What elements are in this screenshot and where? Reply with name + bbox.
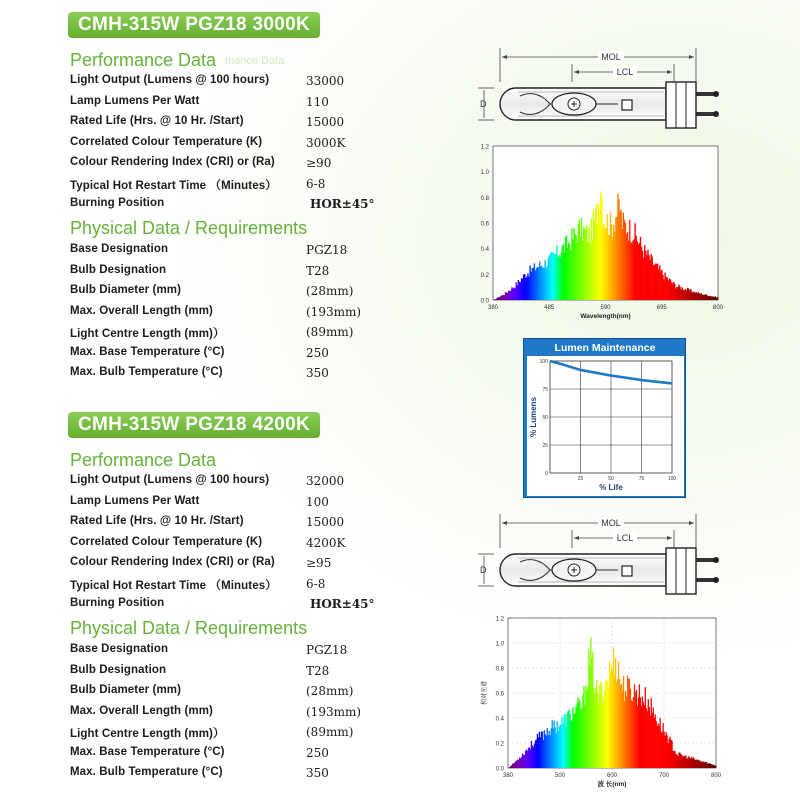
- x-tick-label: 25: [577, 476, 584, 482]
- spec-label: Max. Base Temperature (°C): [70, 745, 225, 758]
- spec-value: HOR±45°: [310, 597, 375, 611]
- ghost-heading: mance Data: [225, 55, 285, 67]
- spec-row: [70, 305, 390, 325]
- spec-value: 110: [306, 94, 329, 109]
- spec-label: Bulb Diameter (mm): [70, 684, 182, 696]
- y-tick-label: 0.0: [480, 298, 489, 305]
- d-label: D: [480, 99, 487, 109]
- spec-value: (89mm): [306, 725, 354, 739]
- spec-row: [70, 156, 390, 176]
- spec-row: [70, 115, 390, 135]
- spec-row: [70, 74, 390, 94]
- y-tick-label: 25: [542, 443, 548, 449]
- lumen-title: Lumen Maintenance: [554, 342, 656, 354]
- spec-value: (193mm): [306, 704, 362, 719]
- spec-label: Light Centre Length (mm)）: [70, 328, 225, 340]
- performance-title-3000k: Performance Data: [70, 50, 217, 70]
- spec-value: HOR±45°: [310, 197, 375, 211]
- spec-value: 6-8: [306, 576, 326, 591]
- spec-value: 350: [306, 366, 329, 380]
- spec-label: Lamp Lumens Per Watt: [70, 494, 200, 507]
- spec-label: Colour Rendering Index (CRI) or (Ra): [70, 556, 275, 568]
- x-tick-label: 700: [658, 773, 670, 779]
- product-badge-4200k: CMH-315W PGZ18 4200K: [68, 412, 320, 438]
- spec-row: [70, 136, 390, 156]
- spec-row: [70, 597, 390, 617]
- x-tick-label: 50: [608, 476, 614, 482]
- y-tick-label: 50: [542, 415, 548, 421]
- y-tick-label: 1.0: [480, 170, 489, 177]
- spec-value: 4200K: [306, 535, 346, 550]
- spec-label: Light Output (Lumens @ 100 hours): [70, 474, 270, 486]
- y-tick-label: 0.8: [495, 666, 504, 673]
- spec-value: (28mm): [306, 684, 354, 698]
- spec-value: (193mm): [306, 304, 362, 319]
- spec-label: Colour Rendering Index (CRI) or (Ra): [70, 156, 275, 168]
- spec-row: [70, 177, 390, 197]
- x-tick-label: 800: [712, 305, 724, 311]
- lcl-label: LCL: [616, 67, 634, 77]
- y-tick-label: 0.6: [495, 691, 504, 698]
- spectrum-bar: [717, 297, 718, 300]
- spec-row: [70, 284, 390, 304]
- y-tick-label: 0.4: [495, 716, 504, 723]
- spec-row: [70, 725, 390, 745]
- y-tick-label: 0.2: [480, 272, 489, 279]
- spec-row: [70, 556, 390, 576]
- spec-row: [70, 643, 390, 663]
- y-tick-label: 0.0: [495, 766, 504, 773]
- mol-label: MOL: [601, 52, 621, 62]
- spec-row: [70, 95, 390, 115]
- spec-label: Max. Bulb Temperature (°C): [70, 766, 223, 778]
- spec-label: Bulb Designation: [70, 263, 167, 276]
- spec-value: ≥90: [306, 156, 332, 170]
- y-tick-label: 75: [542, 387, 548, 393]
- spec-value: PGZ18: [306, 243, 348, 257]
- spec-row: [70, 366, 390, 386]
- y-tick-label: 1.2: [495, 616, 504, 623]
- x-tick-label: 100: [667, 476, 677, 482]
- spec-row: [70, 766, 390, 786]
- spec-row: [70, 474, 390, 494]
- spec-label: Typical Hot Restart Time （Minutes）: [70, 579, 277, 592]
- spec-label: Rated Life (Hrs. @ 10 Hr. /Start): [70, 515, 244, 527]
- x-tick-label: 590: [600, 305, 611, 311]
- y-tick-label: 0.6: [480, 221, 489, 228]
- d-label: D: [480, 565, 487, 575]
- physical-title-4200k: Physical Data / Requirements: [70, 618, 308, 638]
- spec-value: 250: [306, 745, 329, 760]
- spec-value: 6-8: [306, 176, 326, 191]
- lumen-maintenance-chart: [524, 339, 687, 499]
- spec-value: ≥95: [306, 556, 332, 570]
- spec-label: Burning Position: [70, 597, 165, 609]
- y-axis-label: 相对光谱: [481, 680, 488, 706]
- x-tick-label: 500: [554, 773, 566, 779]
- spec-label: Max. Overall Length (mm): [70, 304, 213, 317]
- lcl-label: LCL: [616, 533, 634, 543]
- spec-row: [70, 325, 390, 345]
- spec-row: [70, 577, 390, 597]
- x-axis-label: % Life: [599, 483, 623, 492]
- spectrum-chart-4200k: [478, 610, 728, 792]
- y-tick-label: 0.2: [495, 741, 504, 748]
- lumen-maintenance-panel: [523, 338, 686, 498]
- y-tick-label: 100: [539, 359, 548, 365]
- spec-row: [70, 515, 390, 535]
- x-axis-label: Wavelength(nm): [580, 313, 631, 320]
- x-tick-label: 695: [656, 305, 667, 311]
- spec-row: [70, 746, 390, 766]
- y-tick-label: 0.4: [480, 247, 489, 254]
- x-tick-label: 485: [544, 305, 555, 311]
- spectrum-bar: [715, 765, 716, 768]
- spec-label: Burning Position: [70, 197, 165, 209]
- spec-value: 3000K: [306, 135, 346, 150]
- product-badge-3000k: CMH-315W PGZ18 3000K: [68, 12, 320, 38]
- spec-row: [70, 664, 390, 684]
- spec-row: [70, 197, 390, 217]
- spec-label: Rated Life (Hrs. @ 10 Hr. /Start): [70, 115, 244, 127]
- x-tick-label: 380: [487, 305, 499, 311]
- x-tick-label: 600: [606, 773, 618, 779]
- performance-title-4200k: Performance Data: [70, 450, 217, 470]
- x-axis-label: 波 长(nm): [597, 781, 627, 788]
- spec-label: Correlated Colour Temperature (K): [70, 535, 263, 548]
- y-tick-label: 0: [545, 471, 548, 477]
- spec-label: Bulb Diameter (mm): [70, 284, 182, 296]
- spec-value: 32000: [306, 474, 345, 488]
- spec-value: 100: [306, 494, 329, 509]
- spec-label: Lamp Lumens Per Watt: [70, 94, 200, 107]
- spec-label: Typical Hot Restart Time （Minutes）: [70, 179, 277, 192]
- spec-row: [70, 684, 390, 704]
- spec-value: PGZ18: [306, 643, 348, 657]
- spec-row: [70, 243, 390, 263]
- spec-label: Base Designation: [70, 643, 169, 655]
- spec-value: 33000: [306, 74, 345, 88]
- spec-row: [70, 264, 390, 284]
- spec-row: [70, 495, 390, 515]
- spec-label: Bulb Designation: [70, 663, 167, 676]
- spec-value: (28mm): [306, 284, 354, 298]
- spec-row: [70, 346, 390, 366]
- lamp-diagram-3000k: [470, 44, 740, 138]
- x-tick-label: 800: [710, 773, 722, 779]
- spec-row: [70, 705, 390, 725]
- spec-value: T28: [306, 663, 330, 678]
- physical-title-3000k: Physical Data / Requirements: [70, 218, 308, 238]
- spec-label: Light Output (Lumens @ 100 hours): [70, 74, 270, 86]
- spec-value: 350: [306, 766, 329, 780]
- spec-value: 250: [306, 345, 329, 360]
- spec-label: Max. Bulb Temperature (°C): [70, 366, 223, 378]
- y-tick-label: 1.2: [480, 144, 489, 151]
- spec-label: Correlated Colour Temperature (K): [70, 135, 263, 148]
- y-axis-label: % Lumens: [529, 396, 538, 438]
- spec-label: Max. Overall Length (mm): [70, 704, 213, 717]
- spec-value: 15000: [306, 115, 345, 129]
- x-tick-label: 75: [638, 476, 645, 482]
- y-tick-label: 1.0: [495, 641, 504, 648]
- spec-row: [70, 536, 390, 556]
- lamp-diagram-4200k: [470, 510, 740, 604]
- spec-value: (89mm): [306, 325, 354, 339]
- x-tick-label: 380: [502, 773, 514, 779]
- spec-value: 15000: [306, 515, 345, 529]
- spectrum-chart-3000k: [475, 140, 730, 320]
- y-tick-label: 0.8: [480, 195, 489, 202]
- spec-label: Base Designation: [70, 243, 169, 255]
- spec-label: Max. Base Temperature (°C): [70, 345, 225, 358]
- spec-label: Light Centre Length (mm)）: [70, 728, 225, 740]
- spec-value: T28: [306, 263, 330, 278]
- mol-label: MOL: [601, 518, 621, 528]
